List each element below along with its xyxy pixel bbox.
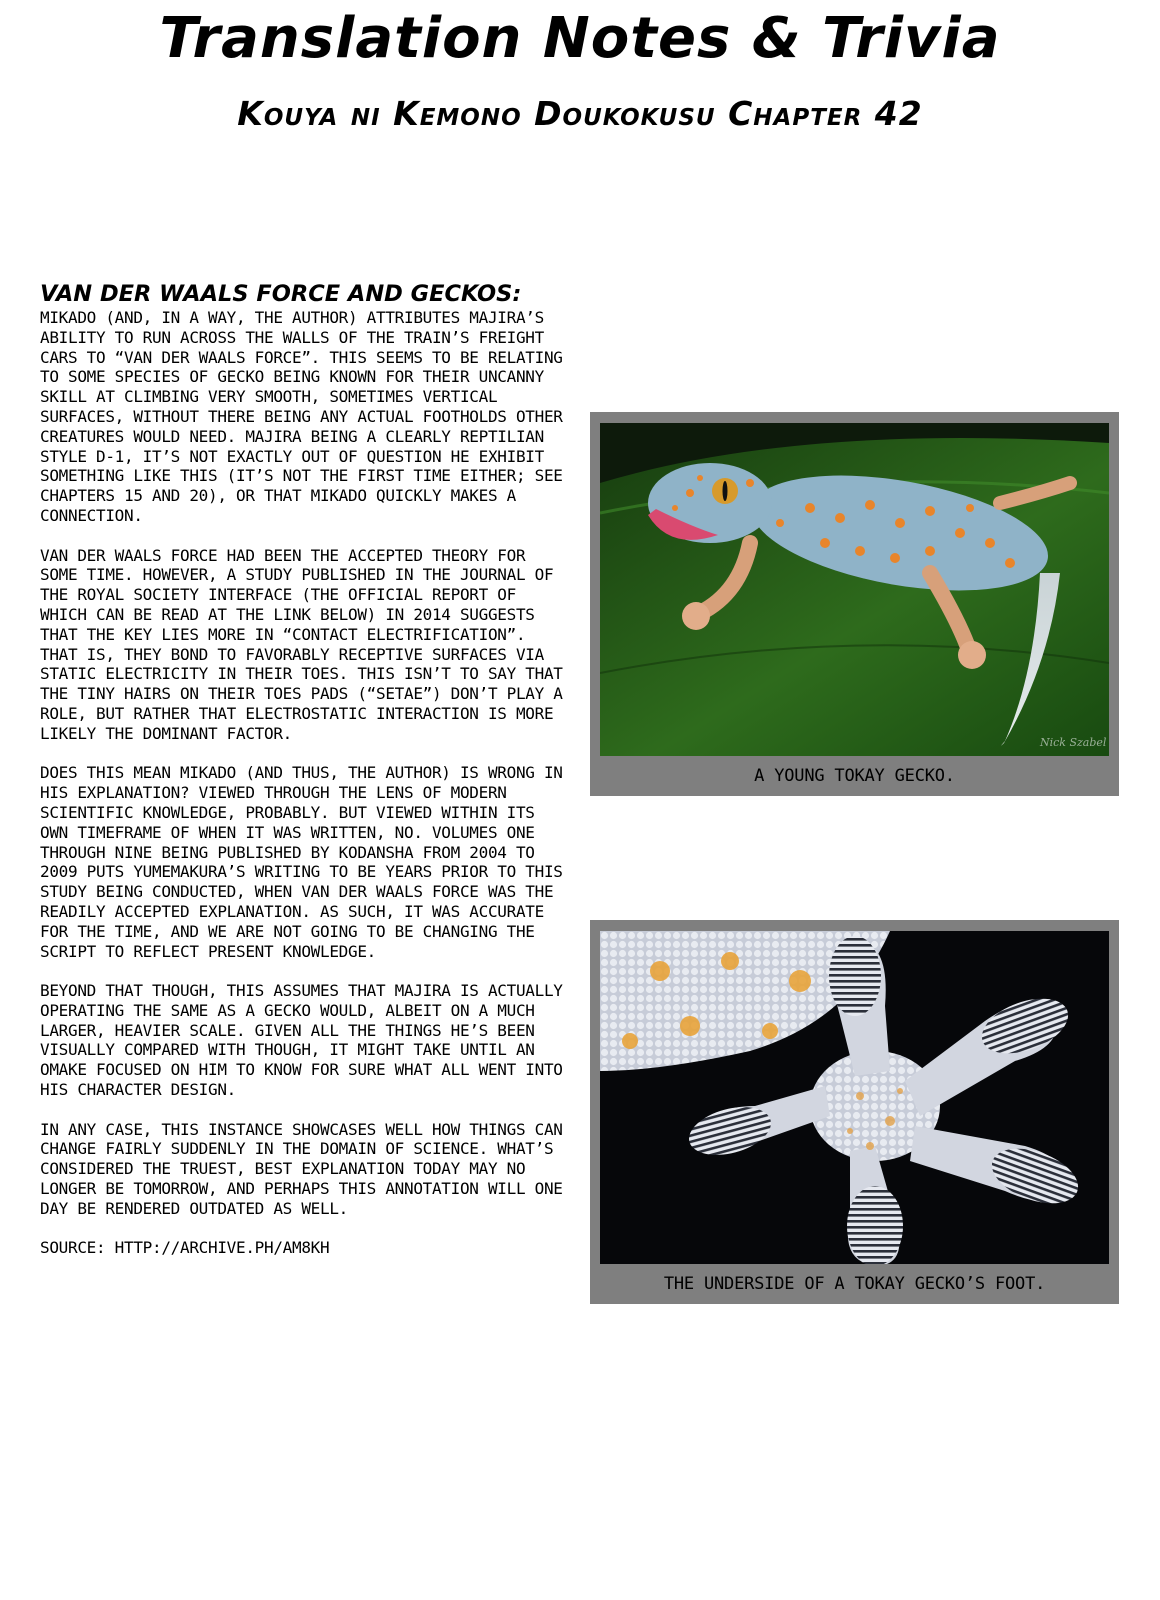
paragraph-4: BEYOND THAT THOUGH, THIS ASSUMES THAT MAJIRA IS ACTUALLY OPERATING THE SAME AS A GECKO WOULD, ALBEIT ON A MUCH LARGER, HEAVIER SCALE. GIVEN ALL THE THINGS HE’S BEEN VISUALLY COMPARED WITH THOUGH, IT MIGHT TAKE UNTIL AN OMAKE FOCUSED ON HIM TO KNOW FOR SURE WHAT ALL WENT INTO HIS CHARACTER DESIGN. (40, 981, 563, 1100)
chapter-subtitle: Kouya ni Kemono Doukokusu Chapter 42 (237, 94, 923, 133)
paragraph-1: MIKADO (AND, IN A WAY, THE AUTHOR) ATTRIBUTES MAJIRA’S ABILITY TO RUN ACROSS THE WALLS OF THE TRAIN’S FREIGHT CARS TO “VAN DER WAALS FORCE”. THIS SEEMS TO BE RELATING TO SOME SPECIES OF GECKO BEING KNOWN FOR THEIR UNCANNY SKILL AT CLIMBING VERY SMOOTH, SOMETIMES VERTICAL SURFACES, WITHOUT THERE BEING ANY ACTUAL FOOTHOLDS OTHER CREATURES WOULD NEED. MAJIRA BEING A CLEARLY REPTILIAN STYLE D-1, IT’S NOT EXACTLY OUT OF QUESTION HE EXHIBIT SOMETHING LIKE THIS (IT’S NOT THE FIRST TIME EITHER; SEE CHAPTERS 15 AND 20), OR THAT MIKADO QUICKLY MAKES A CONNECTION. (40, 308, 563, 525)
figure-caption: A YOUNG TOKAY GECKO. (754, 766, 955, 786)
source-link[interactable]: SOURCE: HTTP://ARCHIVE.PH/AM8KH (40, 1238, 330, 1258)
paragraph-2: VAN DER WAALS FORCE HAD BEEN THE ACCEPTED THEORY FOR SOME TIME. HOWEVER, A STUDY PUBLISHED IN THE JOURNAL OF THE ROYAL SOCIETY INTERFACE (THE OFFICIAL REPORT OF WHICH CAN BE READ AT THE LINK BELOW) IN 2014 SUGGESTS THAT THE KEY LIES MORE IN “CONTACT ELECTRIFICATION”. THAT IS, THEY BOND TO FAVORABLY RECEPTIVE SURFACES VIA STATIC ELECTRICITY IN THEIR TOES. THIS ISN’T TO SAY THAT THE TINY HAIRS ON THEIR TOES PADS (“SETAE”) DON’T PLAY A ROLE, BUT RATHER THAT ELECTROSTATIC INTERACTION IS MORE LIKELY THE DOMINANT FACTOR. (40, 545, 563, 743)
figure-gecko-foot (590, 920, 1119, 1304)
article (40, 280, 564, 1258)
tokay-gecko-photo (600, 423, 1109, 756)
figure-tokay-gecko (590, 412, 1119, 796)
paragraph-5: IN ANY CASE, THIS INSTANCE SHOWCASES WELL HOW THINGS CAN CHANGE FAIRLY SUDDENLY IN THE DOMAIN OF SCIENCE. WHAT’S CONSIDERED THE TRUEST, BEST EXPLANATION TODAY MAY NO LONGER BE TOMORROW, AND PERHAPS THIS ANNOTATION WILL ONE DAY BE RENDERED OUTDATED AS WELL. (40, 1119, 563, 1218)
gecko-foot-photo (600, 931, 1109, 1264)
page-title: Translation Notes & Trivia (159, 6, 1001, 71)
photo-watermark: Nick Szabel (1040, 736, 1107, 749)
figure-caption: THE UNDERSIDE OF A TOKAY GECKO’S FOOT. (663, 1274, 1046, 1294)
section-heading: VAN DER WAALS FORCE AND GECKOS: (40, 281, 522, 307)
paragraph-3: DOES THIS MEAN MIKADO (AND THUS, THE AUTHOR) IS WRONG IN HIS EXPLANATION? VIEWED THROUGH THE LENS OF MODERN SCIENTIFIC KNOWLEDGE, PROBABLY. BUT VIEWED WITHIN ITS OWN TIMEFRAME OF WHEN IT WAS WRITTEN, NO. VOLUMES ONE THROUGH NINE BEING PUBLISHED BY KODANSHA FROM 2004 TO 2009 PUTS YUMEMAKURA’S WRITING TO BE YEARS PRIOR TO THIS STUDY BEING CONDUCTED, WHEN VAN DER WAALS FORCE WAS THE READILY ACCEPTED EXPLANATION. AS SUCH, IT WAS ACCURATE FOR THE TIME, AND WE ARE NOT GOING TO BE CHANGING THE SCRIPT TO REFLECT PRESENT KNOWLEDGE. (40, 763, 563, 961)
